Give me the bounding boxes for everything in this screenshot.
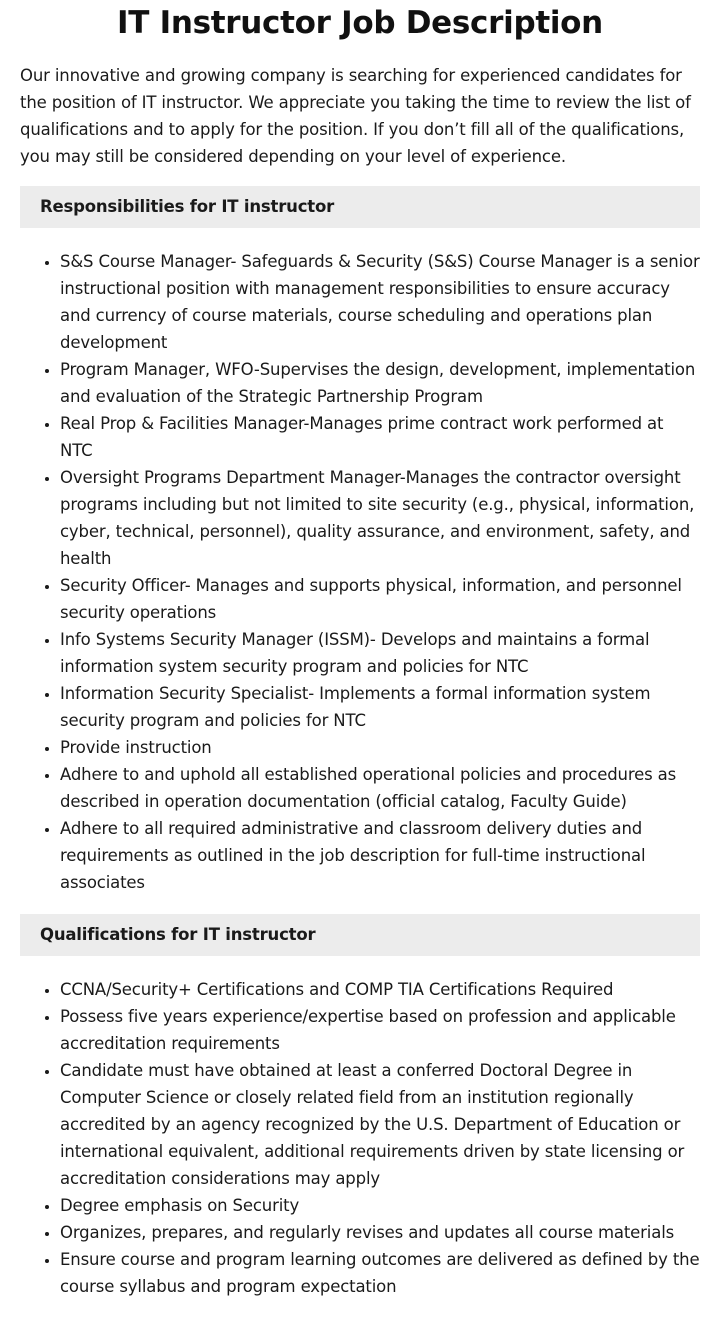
list-item: • Oversight Programs Department Manager-Manages the contractor oversight programs including but not limited to site security (e.g., physical, information, cyber, technical, personnel), quality assurance, and environment, safety, and health [60,464,700,572]
responsibilities-list [20,248,700,896]
list-item: • Possess five years experience/expertise based on profession and applicable accreditation requirements [60,1003,700,1057]
list-item: • Information Security Specialist- Implements a formal information system security program and policies for NTC [60,680,700,734]
list-item: • Info Systems Security Manager (ISSM)- Develops and maintains a formal information system security program and policies for NTC [60,626,700,680]
list-item: • Real Prop & Facilities Manager-Manages prime contract work performed at NTC [60,410,700,464]
list-item: • Candidate must have obtained at least a conferred Doctoral Degree in Computer Science or closely related field from an institution regionally accredited by an agency recognized by the U.S. Department of Education or international equivalent, additional requirements driven by state licensing or accreditation considerations may apply [60,1057,700,1192]
list-item: • Provide instruction [60,734,700,761]
list-item: • Adhere to all required administrative and classroom delivery duties and requirements as outlined in the job description for full-time instructional associates [60,815,700,896]
qualifications-heading: Qualifications for IT instructor [20,914,700,956]
list-item: • Organizes, prepares, and regularly revises and updates all course materials [60,1219,700,1246]
intro-paragraph: Our innovative and growing company is searching for experienced candidates for the position of IT instructor. We appreciate you taking the time to review the list of qualifications and to apply for the position. If you don’t fill all of the qualifications, you may still be considered depending on your level of experience. [20,66,691,166]
list-item: • Degree emphasis on Security [60,1192,700,1219]
responsibilities-heading: Responsibilities for IT instructor [20,186,700,228]
list-item: • Security Officer- Manages and supports physical, information, and personnel security operations [60,572,700,626]
list-item: • Adhere to and uphold all established operational policies and procedures as described in operation documentation (official catalog, Faculty Guide) [60,761,700,815]
list-item: • Program Manager, WFO-Supervises the design, development, implementation and evaluation of the Strategic Partnership Program [60,356,700,410]
page-title: IT Instructor Job Description [117,5,603,41]
list-item: • CCNA/Security+ Certifications and COMP TIA Certifications Required [60,976,700,1003]
qualifications-list [20,976,700,1300]
list-item: • S&S Course Manager- Safeguards & Security (S&S) Course Manager is a senior instructional position with management responsibilities to ensure accuracy and currency of course materials, course scheduling and operations plan development [60,248,700,356]
list-item: • Ensure course and program learning outcomes are delivered as defined by the course syllabus and program expectation [60,1246,700,1300]
